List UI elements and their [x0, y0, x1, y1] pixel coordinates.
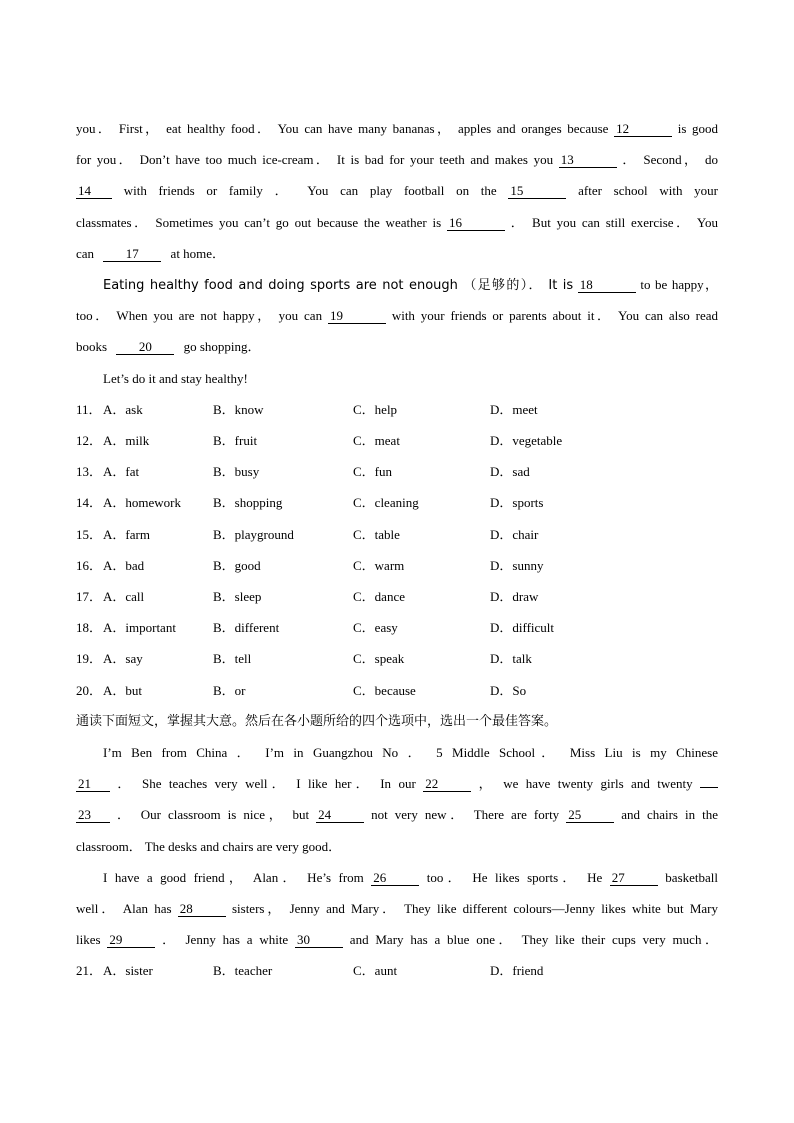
question-number: 16．: [76, 558, 103, 573]
option-c[interactable]: C．warm: [353, 558, 405, 573]
blank-29[interactable]: 29: [107, 932, 155, 948]
blank-19[interactable]: 19: [328, 308, 386, 324]
text: ， we have twenty girls and twenty: [478, 776, 693, 791]
option-b[interactable]: B．teacher: [213, 963, 273, 978]
text: classmates． Sometimes you can’t go out because the weather is: [76, 215, 442, 230]
text: after school with your: [578, 183, 718, 198]
option-c[interactable]: C．speak: [353, 651, 405, 666]
question-row: [76, 618, 718, 638]
question-number: 19．: [76, 651, 103, 666]
option-d[interactable]: D．sunny: [490, 558, 544, 573]
option-b[interactable]: B．know: [213, 402, 264, 417]
question-row: [76, 462, 718, 482]
question-number: 14．: [76, 495, 103, 510]
question-row: [76, 649, 718, 669]
blank-30[interactable]: 30: [295, 932, 343, 948]
passage1-line3: [76, 181, 718, 201]
blank-25[interactable]: 25: [566, 807, 614, 823]
text: too． When you are not happy， you can: [76, 308, 323, 323]
option-c[interactable]: C．aunt: [353, 963, 398, 978]
text: and chairs in the: [621, 807, 718, 822]
passage2-line5: [103, 868, 718, 888]
text: Eating healthy food and doing sports are not enough （足够的）． It is: [103, 278, 574, 293]
blank-17[interactable]: 17: [103, 246, 161, 262]
text: I have a good friend， Alan． He’s from: [103, 870, 364, 885]
text: and Mary has a blue one． They like their cups very much．: [349, 932, 718, 947]
passage1-closing: [103, 369, 718, 389]
option-c[interactable]: C．cleaning: [353, 495, 419, 510]
text: I’m Ben from China ． I’m in Guangzhou No ． 5 Middle School． Miss Liu is my Chinese: [103, 745, 718, 760]
text: sisters， Jenny and Mary． They like different colours—Jenny likes white but Mary: [231, 901, 718, 916]
passage2-line6: [76, 899, 718, 919]
passage2-line1: [103, 743, 718, 763]
text: to be happy，: [640, 277, 719, 292]
option-c[interactable]: C．easy: [353, 620, 398, 635]
text: Let’s do it and stay healthy!: [103, 371, 248, 386]
passage2-line3: [76, 805, 718, 825]
option-a[interactable]: A．say: [103, 651, 143, 666]
text: books: [76, 339, 108, 354]
question-number: 17．: [76, 589, 103, 604]
blank-15[interactable]: 15: [508, 183, 566, 199]
blank-18[interactable]: 18: [578, 277, 636, 293]
option-d[interactable]: D．sports: [490, 495, 544, 510]
text: go shopping．: [183, 339, 261, 354]
option-a[interactable]: A．sister: [103, 963, 153, 978]
question-row: [76, 431, 718, 451]
blank-12[interactable]: 12: [614, 121, 672, 137]
question-21: [76, 961, 718, 981]
text: ． Second， do: [622, 152, 719, 167]
blank-21[interactable]: 21: [76, 776, 110, 792]
blank-24[interactable]: 24: [316, 807, 364, 823]
option-b[interactable]: B．good: [213, 558, 261, 573]
blank-23[interactable]: 23: [76, 807, 110, 823]
section-instruction: 通读下面短文，掌握其大意。然后在各小题所给的四个选项中，选出一个最佳答案。: [76, 714, 558, 729]
option-d[interactable]: D．talk: [490, 651, 532, 666]
blank-13[interactable]: 13: [559, 152, 617, 168]
option-c[interactable]: C．meat: [353, 433, 400, 448]
blank-26[interactable]: 26: [371, 870, 419, 886]
passage2-line2: [76, 774, 718, 794]
text: ． Our classroom is nice， but: [117, 807, 310, 822]
blank-23-start[interactable]: [700, 787, 718, 788]
question-number: 12．: [76, 433, 103, 448]
question-row: [76, 587, 718, 607]
question-number: 13．: [76, 464, 103, 479]
option-d[interactable]: D．friend: [490, 963, 544, 978]
option-a[interactable]: A．bad: [103, 558, 145, 573]
passage1-line1: [76, 119, 718, 139]
passage2-line7: [76, 930, 718, 950]
option-a[interactable]: A．fat: [103, 464, 140, 479]
option-a[interactable]: A．important: [103, 620, 176, 635]
option-c[interactable]: C．table: [353, 527, 400, 542]
text: ． She teaches very well． I like her． In our: [117, 776, 416, 791]
text: can: [76, 246, 95, 261]
passage1-line7: [76, 306, 718, 326]
text: likes: [76, 932, 101, 947]
option-b[interactable]: B．busy: [213, 464, 260, 479]
option-d[interactable]: D．difficult: [490, 620, 555, 635]
passage1-line4: [76, 213, 718, 233]
text: classroom． The desks and chairs are very good．: [76, 839, 342, 854]
blank-20[interactable]: 20: [116, 339, 174, 355]
question-row: [76, 556, 718, 576]
blank-14[interactable]: 14: [76, 183, 112, 199]
text: with your friends or parents about it． You can also read: [391, 308, 719, 323]
text: too． He likes sports． He: [426, 870, 603, 885]
question-number: 15．: [76, 527, 103, 542]
option-d[interactable]: D．meet: [490, 402, 538, 417]
text: with friends or family ． You can play football on the: [123, 183, 497, 198]
option-a[interactable]: A．but: [103, 683, 143, 698]
option-b[interactable]: B．tell: [213, 651, 252, 666]
option-d[interactable]: D．So: [490, 683, 527, 698]
blank-16[interactable]: 16: [447, 215, 505, 231]
text: not very new． There are forty: [371, 807, 560, 822]
text: is good: [677, 121, 719, 136]
option-a[interactable]: A．ask: [103, 402, 143, 417]
option-d[interactable]: D．vegetable: [490, 433, 563, 448]
option-b[interactable]: B．shopping: [213, 495, 283, 510]
question-number: 11．: [76, 402, 102, 417]
option-c[interactable]: C．help: [353, 402, 398, 417]
option-c[interactable]: C．dance: [353, 589, 405, 604]
text: well． Alan has: [76, 901, 172, 916]
option-a[interactable]: A．homework: [103, 495, 181, 510]
passage1-line6: [103, 275, 718, 295]
blank-28[interactable]: 28: [178, 901, 226, 917]
option-a[interactable]: A．call: [103, 589, 145, 604]
option-b[interactable]: B．or: [213, 683, 246, 698]
option-a[interactable]: A．farm: [103, 527, 150, 542]
blank-22[interactable]: 22: [423, 776, 471, 792]
option-d[interactable]: D．sad: [490, 464, 530, 479]
option-b[interactable]: B．different: [213, 620, 280, 635]
question-number: 20．: [76, 683, 103, 698]
question-number: 18．: [76, 620, 103, 635]
option-b[interactable]: B．sleep: [213, 589, 262, 604]
option-b[interactable]: B．fruit: [213, 433, 258, 448]
question-row: [76, 525, 718, 545]
text: at home．: [170, 246, 226, 261]
option-a[interactable]: A．milk: [103, 433, 150, 448]
passage1-line8: [76, 337, 718, 357]
blank-27[interactable]: 27: [610, 870, 658, 886]
question-row: [76, 493, 718, 513]
text: for you． Don’t have too much ice-cream． It is bad for your teeth and makes you: [76, 152, 554, 167]
option-b[interactable]: B．playground: [213, 527, 294, 542]
question-row: [76, 681, 718, 701]
question-number: 21．: [76, 963, 103, 978]
option-d[interactable]: D．draw: [490, 589, 539, 604]
text: basketball: [665, 870, 719, 885]
option-d[interactable]: D．chair: [490, 527, 539, 542]
text: ． Jenny has a white: [162, 932, 289, 947]
text: you． First， eat healthy food． You can have many bananas， apples and oranges because: [76, 121, 609, 136]
passage1-line2: [76, 150, 718, 170]
question-row: [76, 400, 718, 420]
passage1-line5: [76, 244, 718, 264]
passage2-line4: [76, 837, 718, 857]
option-c[interactable]: C．fun: [353, 464, 393, 479]
option-c[interactable]: C．because: [353, 683, 416, 698]
text: ． But you can still exercise． You: [510, 215, 719, 230]
